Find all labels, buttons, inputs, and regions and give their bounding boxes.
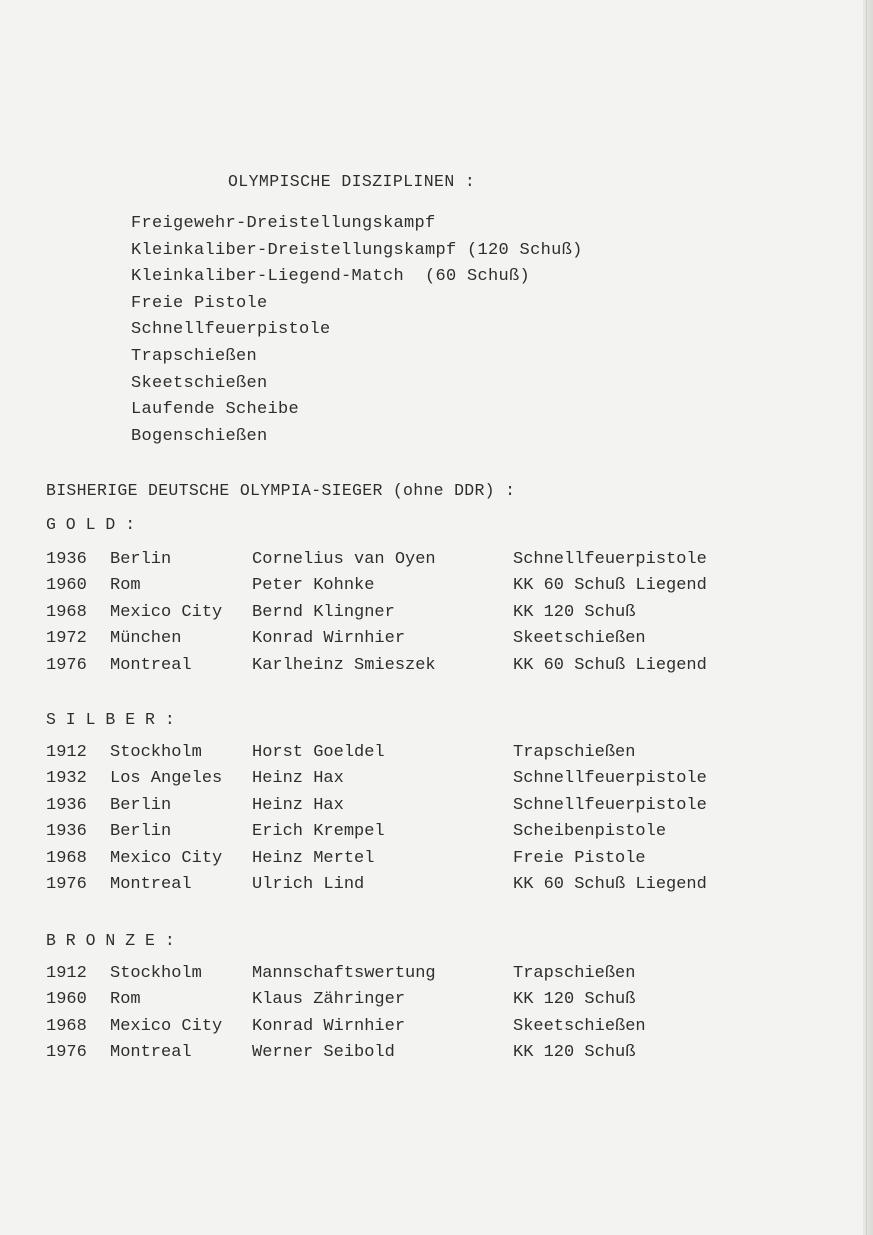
athlete-name-cell: Cornelius van Oyen	[252, 550, 436, 569]
year-cell: 1976	[46, 655, 87, 675]
athlete-name-cell: Karlheinz Smieszek	[252, 655, 436, 675]
city-cell: Rom	[110, 576, 141, 596]
year-cell: 1976	[46, 1043, 87, 1063]
discipline-cell: KK 60 Schuß Liegend	[513, 655, 707, 675]
athlete-name-cell: Klaus Zähringer	[252, 990, 406, 1010]
city-cell: Los Angeles	[110, 769, 223, 789]
year-cell: 1936	[46, 550, 87, 569]
year-cell: 1912	[46, 964, 87, 983]
year-cell: 1976	[46, 874, 87, 894]
year-cell: 1960	[46, 990, 87, 1010]
year-cell: 1968	[46, 848, 87, 868]
page-edge	[863, 0, 873, 1235]
city-cell: Berlin	[110, 550, 172, 569]
discipline-cell: Schnellfeuerpistole	[513, 795, 707, 815]
city-cell: Rom	[110, 990, 141, 1010]
discipline-cell: Schnellfeuerpistole	[513, 550, 707, 569]
year-cell: 1912	[46, 743, 87, 762]
discipline-item: Kleinkaliber-Liegend-Match (60 Schuß)	[131, 267, 531, 287]
city-cell: Montreal	[110, 655, 192, 675]
discipline-cell: Freie Pistole	[513, 848, 646, 868]
discipline-item: Kleinkaliber-Dreistellungskampf (120 Schuß)	[131, 240, 583, 260]
discipline-cell: Trapschießen	[513, 743, 636, 762]
athlete-name-cell: Bernd Klingner	[252, 602, 395, 622]
discipline-cell: Schnellfeuerpistole	[513, 769, 707, 789]
page-title: OLYMPISCHE DISZIPLINEN :	[228, 172, 476, 191]
discipline-item: Laufende Scheibe	[131, 400, 300, 420]
year-cell: 1960	[46, 576, 87, 596]
city-cell: Mexico City	[110, 602, 223, 622]
gold-heading: G O L D :	[46, 515, 136, 534]
discipline-item: Bogenschießen	[131, 426, 268, 446]
city-cell: Berlin	[110, 822, 172, 842]
discipline-item: Freie Pistole	[131, 293, 268, 313]
city-cell: München	[110, 629, 182, 649]
athlete-name-cell: Peter Kohnke	[252, 576, 375, 596]
athlete-name-cell: Werner Seibold	[252, 1043, 395, 1063]
athlete-name-cell: Ulrich Lind	[252, 874, 365, 894]
athlete-name-cell: Horst Goeldel	[252, 743, 385, 762]
year-cell: 1932	[46, 769, 87, 789]
year-cell: 1972	[46, 629, 87, 649]
year-cell: 1968	[46, 1016, 87, 1036]
athlete-name-cell: Konrad Wirnhier	[252, 629, 406, 649]
discipline-item: Freigewehr-Dreistellungskampf	[131, 214, 436, 233]
city-cell: Stockholm	[110, 964, 202, 983]
year-cell: 1936	[46, 795, 87, 815]
discipline-cell: KK 60 Schuß Liegend	[513, 576, 707, 596]
discipline-cell: Skeetschießen	[513, 629, 646, 649]
city-cell: Mexico City	[110, 1016, 223, 1036]
athlete-name-cell: Heinz Mertel	[252, 848, 375, 868]
year-cell: 1936	[46, 822, 87, 842]
silber-heading: S I L B E R :	[46, 710, 175, 729]
discipline-cell: KK 60 Schuß Liegend	[513, 874, 707, 894]
athlete-name-cell: Heinz Hax	[252, 795, 344, 815]
discipline-item: Skeetschießen	[131, 373, 268, 393]
discipline-cell: Trapschießen	[513, 964, 636, 983]
discipline-cell: KK 120 Schuß	[513, 602, 636, 622]
discipline-cell: KK 120 Schuß	[513, 990, 636, 1010]
city-cell: Montreal	[110, 874, 192, 894]
discipline-item: Trapschießen	[131, 346, 258, 366]
section-subtitle: BISHERIGE DEUTSCHE OLYMPIA-SIEGER (ohne DDR) :	[46, 481, 516, 500]
discipline-item: Schnellfeuerpistole	[131, 320, 331, 340]
city-cell: Stockholm	[110, 743, 202, 762]
discipline-cell: Skeetschießen	[513, 1016, 646, 1036]
year-cell: 1968	[46, 602, 87, 622]
discipline-list	[131, 211, 583, 450]
city-cell: Berlin	[110, 795, 172, 815]
athlete-name-cell: Heinz Hax	[252, 769, 344, 789]
discipline-cell: KK 120 Schuß	[513, 1043, 636, 1063]
bronze-heading: B R O N Z E :	[46, 931, 175, 950]
city-cell: Montreal	[110, 1043, 192, 1063]
city-cell: Mexico City	[110, 848, 223, 868]
discipline-cell: Scheibenpistole	[513, 822, 667, 842]
page-edge-line	[866, 0, 867, 1235]
athlete-name-cell: Erich Krempel	[252, 822, 385, 842]
athlete-name-cell: Konrad Wirnhier	[252, 1016, 406, 1036]
athlete-name-cell: Mannschaftswertung	[252, 964, 436, 983]
